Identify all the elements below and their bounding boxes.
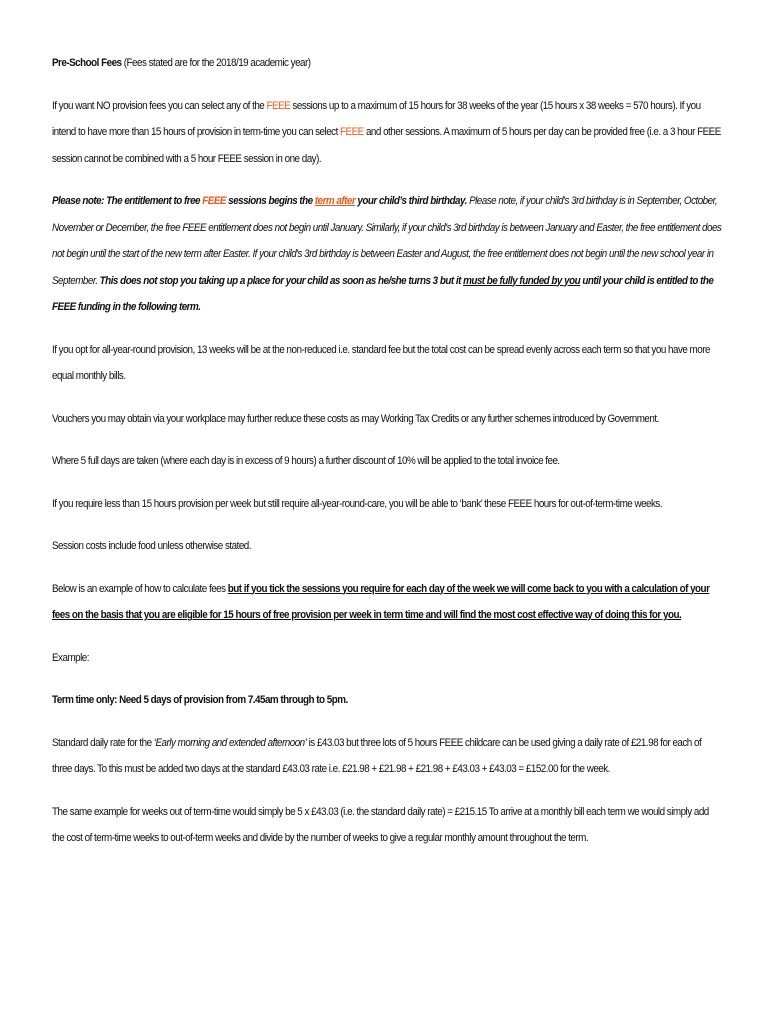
paragraph-free-provision bbox=[52, 93, 722, 173]
note-bold-run: sessions begins the bbox=[225, 195, 315, 207]
note-bold-run: This does not stop you taking up a place for your child as soon as he/she turns 3 but it bbox=[99, 274, 464, 287]
paragraph-standard-rate bbox=[52, 730, 722, 783]
paragraph-out-of-term: The same example for weeks out of term-time would simply be 5 x £43.03 (i.e. the standard daily rate) = £215.15 To arrive at a monthly bill each term we would simply add the cost of term-time weeks to out-of-term weeks and divide by the number of weeks to give a regular monthly amount throughout the term. bbox=[52, 805, 709, 844]
paragraph-below-example bbox=[52, 576, 722, 629]
paragraph-bank-hours: If you require less than 15 hours provision per week but still require all-year-round-care, you will be able to ‘bank’ these FEEE hours for out-of-term-time weeks. bbox=[52, 497, 663, 510]
example-label: Example: bbox=[52, 651, 89, 664]
text-run: sessions up to a maximum of 15 hours for 38 weeks of the year (15 hours x 38 weeks = 570 hours). If you intend to have more than 15 hours of provision in term-time you can select bbox=[52, 99, 701, 138]
text-run: Standard daily rate for the bbox=[52, 736, 154, 749]
paragraph-food: Session costs include food unless otherwise stated. bbox=[52, 540, 252, 552]
italic-run: ‘Early morning and extended afternoon’ bbox=[153, 736, 307, 749]
paragraph-discount: Where 5 full days are taken (where each day is in excess of 9 hours) a further discount of 10% will be applied to the total invoice fee. bbox=[52, 455, 560, 467]
note-bold-run: until your child is entitled to the FEEE funding in the following term. bbox=[52, 274, 714, 313]
document-body bbox=[52, 50, 722, 852]
note-bold-run: Please note: The entitlement to free bbox=[52, 195, 203, 207]
feee-highlight: FEEE bbox=[202, 195, 226, 207]
note-italic-run: Please note, if your child's 3rd birthday is in September, October, November or December, the free FEEE entitlement does not begin until January. Similarly, if your child's 3rd birthday is between January and Easter, the free entitlement does not begin until the start of the new term after Easter. If your child's 3rd birthday is between Easter and August, the free entitlement does not begin until the new school year in September. bbox=[52, 195, 722, 287]
term-time-heading: Term time only: Need 5 days of provision from 7.45am through to 5pm. bbox=[52, 694, 348, 706]
title-bold: Pre-School Fees bbox=[52, 57, 122, 69]
paragraph-all-year: If you opt for all-year-round provision, 13 weeks will be at the non-reduced i.e. standard fee but the total cost can be spread evenly across each term so that you have more equal monthly bills. bbox=[52, 343, 710, 382]
feee-highlight: FEEE bbox=[266, 99, 291, 112]
text-run: is £43.03 but three lots of 5 hours FEEE childcare can be used giving a daily rate of £21.98 for each of three days. To this must be added two days at the standard £43.03 rate i.e. £21.98 + £21.98 + £21.98 + £43.03 + £43.03 = £152.00 for the week. bbox=[52, 736, 702, 775]
text-run: If you want NO provision fees you can select any of the bbox=[52, 99, 267, 112]
title-rest: (Fees stated are for the 2018/19 academic year) bbox=[121, 57, 311, 69]
bold-underlined-run: but if you tick the sessions you require for each day of the week we will come back to you with a calculation of your fees on the basis that you are eligible for 15 hours of free provision per week in term time and will find the most cost effective way of doing this for you. bbox=[52, 582, 710, 621]
feee-highlight: FEEE bbox=[340, 126, 364, 138]
paragraph-entitlement-note bbox=[52, 188, 722, 321]
text-run: and other sessions. A maximum of 5 hours per day can be provided free (i.e. a 3 hour FEEE session cannot be combined with a 5 hour FEEE session in one day). bbox=[52, 126, 721, 165]
paragraph-vouchers: Vouchers you may obtain via your workplace may further reduce these costs as may Working Tax Credits or any further schemes introduced by Government. bbox=[52, 412, 659, 425]
note-underlined-run: must be fully funded by you bbox=[463, 274, 581, 287]
text-run: Below is an example of how to calculate fees bbox=[52, 582, 228, 595]
term-after-highlight: term after bbox=[314, 195, 356, 207]
note-bold-run: your child’s third birthday. bbox=[355, 195, 467, 207]
doc-title bbox=[52, 50, 722, 77]
